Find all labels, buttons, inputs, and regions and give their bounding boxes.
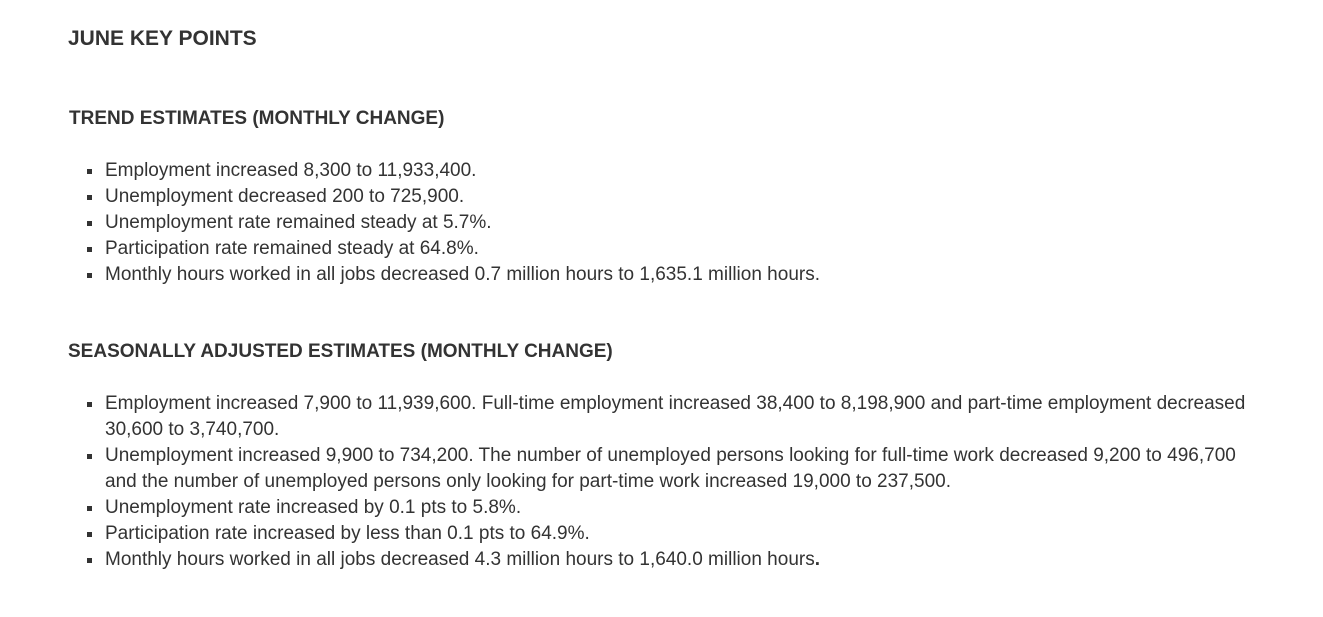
list-item — [68, 443, 1268, 495]
list-item — [68, 158, 1268, 184]
list-item — [68, 236, 1268, 262]
trend-estimates-list — [68, 158, 1268, 288]
list-item — [68, 391, 1268, 443]
trend-estimates-section — [68, 107, 1268, 288]
list-item-text: Employment increased 8,300 to 11,933,400. — [105, 160, 477, 181]
list-item — [68, 262, 1268, 288]
list-item-text: Participation rate remained steady at 64.8%. — [105, 238, 479, 259]
seasonally-adjusted-section — [68, 340, 1268, 573]
seasonally-adjusted-list — [68, 391, 1268, 573]
page-title: JUNE KEY POINTS — [68, 27, 257, 50]
square-bullet-icon — [87, 532, 92, 537]
square-bullet-icon — [87, 221, 92, 226]
square-bullet-icon — [87, 247, 92, 252]
seasonally-adjusted-heading: SEASONALLY ADJUSTED ESTIMATES (MONTHLY CHANGE) — [68, 341, 613, 362]
list-item-text: Participation rate increased by less than 0.1 pts to 64.9%. — [105, 523, 590, 544]
list-item-text: Unemployment rate increased by 0.1 pts to 5.8%. — [105, 497, 522, 518]
square-bullet-icon — [87, 273, 92, 278]
list-item-text: Monthly hours worked in all jobs decreased 0.7 million hours to 1,635.1 million hours. — [105, 264, 820, 285]
list-item-text: Monthly hours worked in all jobs decreased 4.3 million hours to 1,640.0 million hours — [105, 549, 815, 570]
list-item-final-period: . — [814, 549, 820, 570]
square-bullet-icon — [87, 402, 92, 407]
square-bullet-icon — [87, 454, 92, 459]
square-bullet-icon — [87, 195, 92, 200]
list-item-text: Employment increased 7,900 to 11,939,600. Full-time employment increased 38,400 to 8,198,900 and part-time employment decreased 30,600 to 3,740,700. — [105, 393, 1246, 440]
list-item-text: Unemployment increased 9,900 to 734,200. The number of unemployed persons looking for full-time work decreased 9,200 to 496,700 and the number of unemployed persons only looking for part-time work increased 19,000 to 237,500. — [105, 445, 1236, 492]
list-item — [68, 495, 1268, 521]
list-item-text: Unemployment rate remained steady at 5.7%. — [105, 212, 492, 233]
list-item — [68, 184, 1268, 210]
trend-estimates-heading: TREND ESTIMATES (MONTHLY CHANGE) — [69, 108, 445, 129]
square-bullet-icon — [87, 558, 92, 563]
list-item — [68, 521, 1268, 547]
square-bullet-icon — [87, 169, 92, 174]
list-item — [68, 210, 1268, 236]
list-item — [68, 547, 1268, 573]
square-bullet-icon — [87, 506, 92, 511]
list-item-text: Unemployment decreased 200 to 725,900. — [105, 186, 465, 207]
